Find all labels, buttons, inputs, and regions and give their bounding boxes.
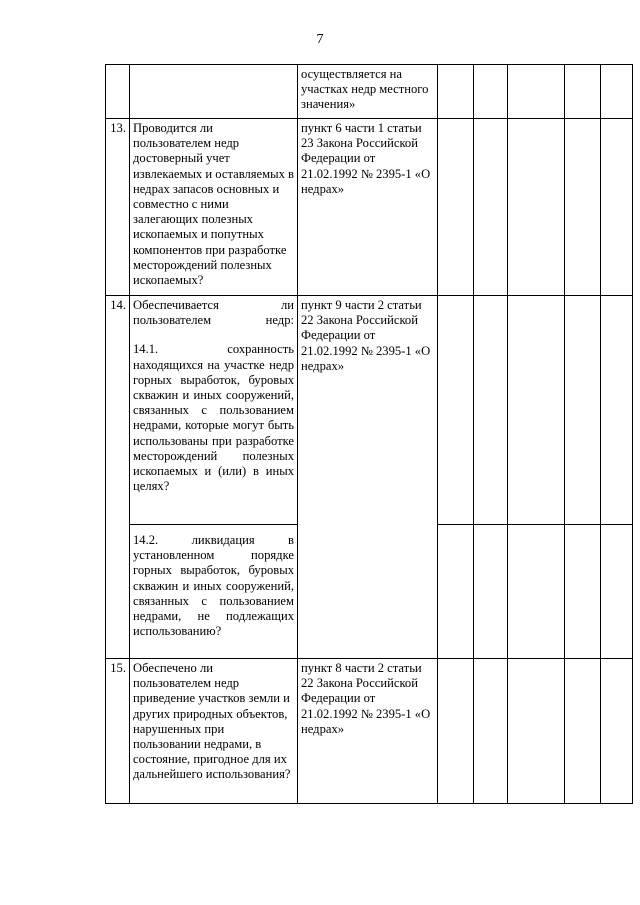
- answer-cell: [474, 65, 508, 119]
- sub-question: 14.1. сохранность находящихся на участке недр горных выработок, буровых скважин и иных сооружений, связанных с пользованием недрами, которые могут быть использованы при разработке месторождений полезных ископаемых и (или) в иных целях?: [133, 342, 294, 494]
- answer-cell: [438, 296, 474, 525]
- answer-cell: [565, 65, 601, 119]
- answer-cell: [565, 296, 601, 525]
- legal-basis-cell: пункт 9 части 2 статьи 22 Закона Российской Федерации от 21.02.1992 № 2395-1 «О недрах»: [298, 296, 438, 659]
- row-number: 14.: [106, 296, 130, 659]
- answer-cell: [474, 296, 508, 525]
- table-row: [106, 65, 633, 119]
- answer-cell: [508, 119, 565, 296]
- table-row: [106, 296, 633, 525]
- question-intro: Обеспечивается ли пользователем недр:: [133, 298, 294, 328]
- row-number: [106, 65, 130, 119]
- legal-basis-cell: пункт 8 части 2 статьи 22 Закона Российской Федерации от 21.02.1992 № 2395-1 «О недрах»: [298, 659, 438, 804]
- question-cell: [130, 65, 298, 119]
- answer-cell: [601, 296, 633, 525]
- answer-cell: [438, 659, 474, 804]
- answer-cell: [438, 65, 474, 119]
- answer-cell: [565, 659, 601, 804]
- question-cell: Проводится ли пользователем недр достоверный учет извлекаемых и оставляемых в недрах запасов основных и совместно с ними залегающих полезных ископаемых и попутных компонентов при разработке месторождений полезных ископаемых?: [130, 119, 298, 296]
- answer-cell: [601, 659, 633, 804]
- page-number: 7: [316, 32, 324, 47]
- answer-cell: [474, 525, 508, 659]
- question-cell: Обеспечено ли пользователем недр приведение участков земли и других природных объектов, нарушенных при пользовании недрами, в состояние, пригодное для их дальнейшего использования?: [130, 659, 298, 804]
- answer-cell: [438, 119, 474, 296]
- question-cell: [130, 525, 298, 659]
- answer-cell: [508, 525, 565, 659]
- answer-cell: [474, 659, 508, 804]
- answer-cell: [438, 525, 474, 659]
- answer-cell: [508, 296, 565, 525]
- answer-cell: [474, 119, 508, 296]
- answer-cell: [565, 525, 601, 659]
- sub-question: 14.2. ликвидация в установленном порядке горных выработок, буровых скважин и иных сооружений, связанных с пользованием недрами, не подлежащих использованию?: [133, 533, 294, 639]
- answer-cell: [565, 119, 601, 296]
- answer-cell: [601, 119, 633, 296]
- answer-cell: [508, 65, 565, 119]
- question-cell: [130, 296, 298, 525]
- table-row: [106, 119, 633, 296]
- row-number: 15.: [106, 659, 130, 804]
- table-row: [106, 659, 633, 804]
- legal-basis-cell: осуществляется на участках недр местного значения»: [298, 65, 438, 119]
- legal-basis-cell: пункт 6 части 1 статьи 23 Закона Российской Федерации от 21.02.1992 № 2395-1 «О недрах»: [298, 119, 438, 296]
- answer-cell: [601, 525, 633, 659]
- row-number: 13.: [106, 119, 130, 296]
- answer-cell: [508, 659, 565, 804]
- checklist-table: [105, 64, 633, 804]
- answer-cell: [601, 65, 633, 119]
